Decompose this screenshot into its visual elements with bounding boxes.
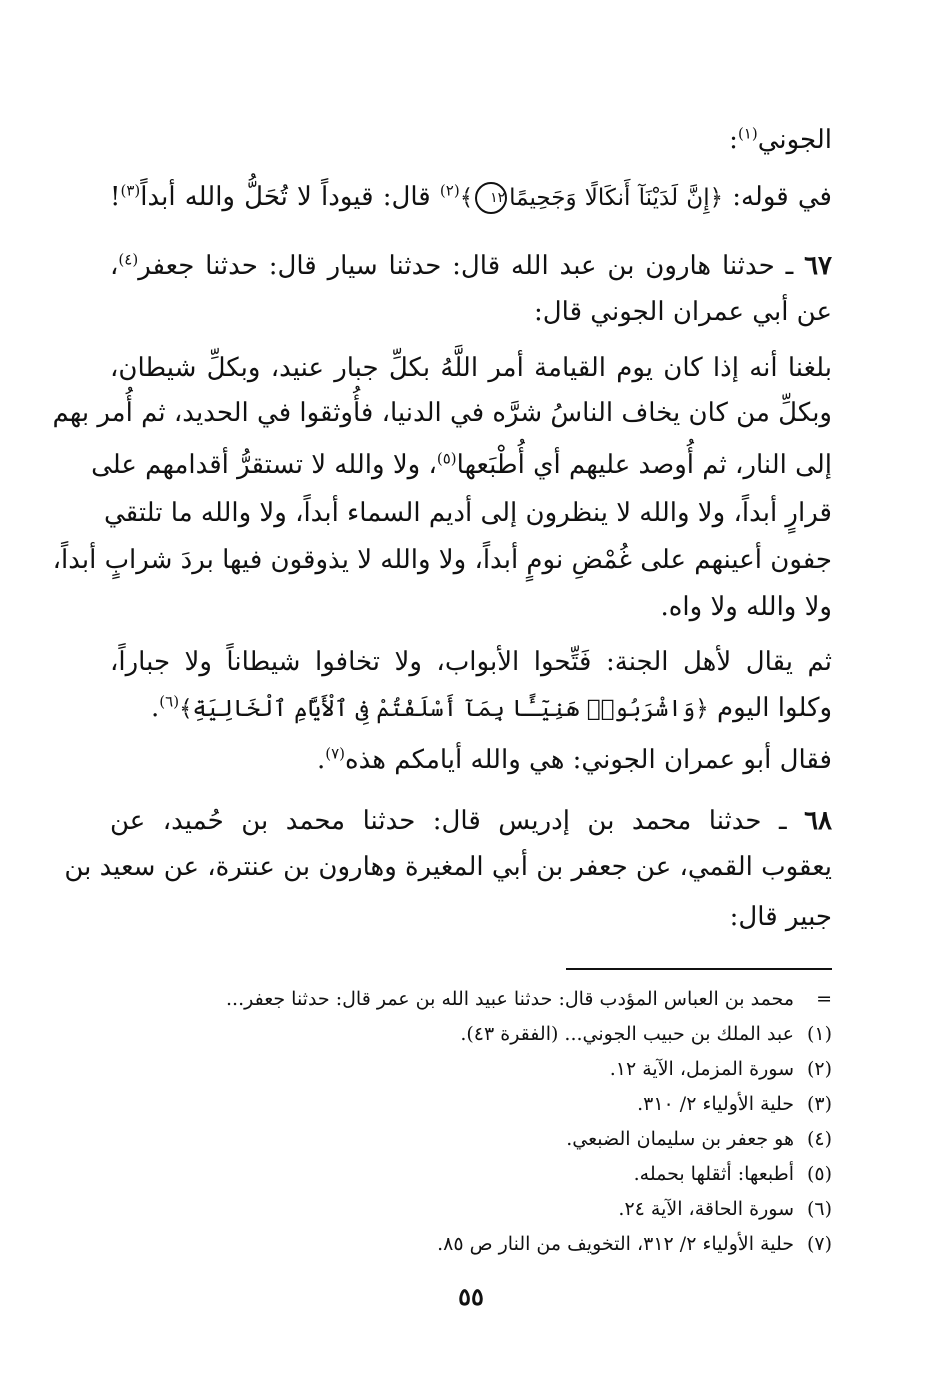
text-segment: .: [316, 745, 326, 775]
footnote-text: أطبعها: أثقلها بحمله.: [633, 1163, 794, 1185]
text-segment: جبير قال:: [729, 902, 832, 932]
footnote-ref: (٥): [436, 449, 457, 468]
text-segment: .: [151, 693, 160, 723]
text-line: [110, 686, 832, 731]
text-segment: قرارٍ أبداً، ولا والله لا ينظرون إلى أديم السماء أبداً، ولا والله ما تلتقي: [104, 498, 832, 528]
text-segment: ـ حدثنا محمد بن إدريس قال: حدثنا محمد بن حُميد، عن: [110, 806, 805, 836]
text-line: [110, 346, 832, 390]
footnote: [112, 1052, 832, 1086]
text-segment: !: [110, 182, 121, 212]
footnote-ref: (٢): [439, 181, 460, 200]
footnote-text: حلية الأولياء ٢/ ٣١٢، التخويف من النار ص ٨٥.: [437, 1233, 794, 1255]
text-segment: ،: [110, 251, 119, 281]
text-segment: ، ولا والله لا تستقرُّ أقدامهم على: [91, 450, 437, 480]
text-segment: ـ حدثنا هارون بن عبد الله قال: حدثنا سيار قال: حدثنا جعفر: [138, 251, 805, 281]
quran-quote: ﴿وَاشْرَبُوا۟ هَنِيٓـًٔا بِمَآ أَسْلَفْتُمْ فِى ٱلْأَيَّامِ ٱلْخَالِيَةِ﴾: [179, 696, 709, 722]
text-line: [110, 799, 832, 843]
footnote: [112, 1157, 832, 1191]
quran-quote: ﴾: [459, 185, 474, 211]
footnote-text: سورة المزمل، الآية ١٢.: [609, 1058, 794, 1080]
footnote: [112, 982, 832, 1016]
text-line: [110, 585, 832, 629]
footnote-ref: (٤): [118, 250, 139, 269]
footnote-ref: (٦): [159, 692, 180, 711]
footnote-text: هو جعفر بن سليمان الضبعي.: [566, 1128, 794, 1150]
footnote-ref: (١): [737, 124, 758, 143]
text-segment: عن أبي عمران الجوني قال:: [534, 297, 832, 327]
text-segment: :: [729, 125, 738, 155]
footnote: [112, 1227, 832, 1261]
footnote-ref: (٧): [325, 744, 346, 763]
footnote-mark: (٦): [806, 1198, 832, 1220]
footnote-mark: =: [816, 988, 832, 1010]
footnote-mark: (٢): [806, 1058, 832, 1080]
entry-number: ٦٧: [804, 251, 832, 281]
text-segment: ولا والله ولا واه.: [660, 592, 832, 622]
footnote-text: سورة الحاقة، الآية ٢٤.: [618, 1198, 794, 1220]
text-segment: في قوله:: [723, 182, 832, 212]
text-segment: ثم يقال لأهل الجنة: فَتِّحوا الأبواب، ولا تخافوا شيطاناً ولا جباراً،: [110, 647, 832, 677]
footnote-mark: (١): [806, 1023, 832, 1045]
footnote-mark: (٥): [806, 1163, 832, 1185]
footnote: [112, 1192, 832, 1226]
footnote-mark: (٣): [806, 1093, 832, 1115]
entry-number: ٦٨: [804, 806, 832, 836]
text-line: [52, 391, 832, 435]
text-line: [64, 845, 832, 889]
text-line: [110, 244, 832, 288]
text-segment: فقال أبو عمران الجوني: هي والله أيامكم هذه: [345, 745, 832, 775]
footnote: [112, 1017, 832, 1051]
footnote-text: حلية الأولياء ٢/ ٣١٠.: [637, 1093, 794, 1115]
text-segment: وكلوا اليوم: [708, 693, 832, 723]
text-line: [110, 118, 832, 162]
footnote-text: عبد الملك بن حبيب الجوني... (الفقرة ٤٣).: [460, 1023, 794, 1045]
footnote: [112, 1122, 832, 1156]
text-line: [104, 491, 832, 535]
text-line: [91, 443, 832, 487]
text-line: [110, 640, 832, 684]
text-segment: قال: قيوداً لا تُحَلُّ والله أبداً: [140, 182, 440, 212]
text-segment: بلغنا أنه إذا كان يوم القيامة أمر اللَّهُ بكلِّ جبار عنيد، وبكلِّ شيطان،: [110, 353, 832, 383]
footnote-text: محمد بن العباس المؤدب قال: حدثنا عبيد الله بن عمر قال: حدثنا جعفر...: [225, 988, 794, 1010]
text-segment: الجوني: [757, 125, 832, 155]
footnote-separator: [566, 968, 832, 970]
footnote-ref: (٣): [120, 181, 141, 200]
text-segment: وبكلِّ من كان يخاف الناسُ شرَّه في الدنيا، فأُوثقوا في الحديد، ثم أُمر بهم: [52, 398, 832, 428]
text-segment: يعقوب القمي، عن جعفر بن أبي المغيرة وهارون بن عنترة، عن سعيد بن: [64, 852, 832, 882]
text-segment: إلى النار، ثم أُوصد عليهم أي أُطْبَعها: [456, 450, 832, 480]
text-line: [52, 538, 832, 582]
page-number: ٥٥: [458, 1282, 484, 1311]
footnote-mark: (٤): [806, 1128, 832, 1150]
ayah-marker: ١٢: [475, 182, 507, 214]
text-line: [110, 738, 832, 782]
quran-quote: ﴿إِنَّ لَدَيْنَآ أَنكَالًا وَجَحِيمًا: [509, 185, 724, 211]
text-line: [110, 290, 832, 334]
text-line: [110, 175, 832, 220]
footnote-mark: (٧): [806, 1233, 832, 1255]
text-segment: جفون أعينهم على غُمْضِ نومٍ أبداً، ولا والله لا يذوقون فيها بردَ شرابٍ أبداً،: [52, 545, 832, 575]
text-line: [110, 895, 832, 939]
footnote: [112, 1087, 832, 1121]
